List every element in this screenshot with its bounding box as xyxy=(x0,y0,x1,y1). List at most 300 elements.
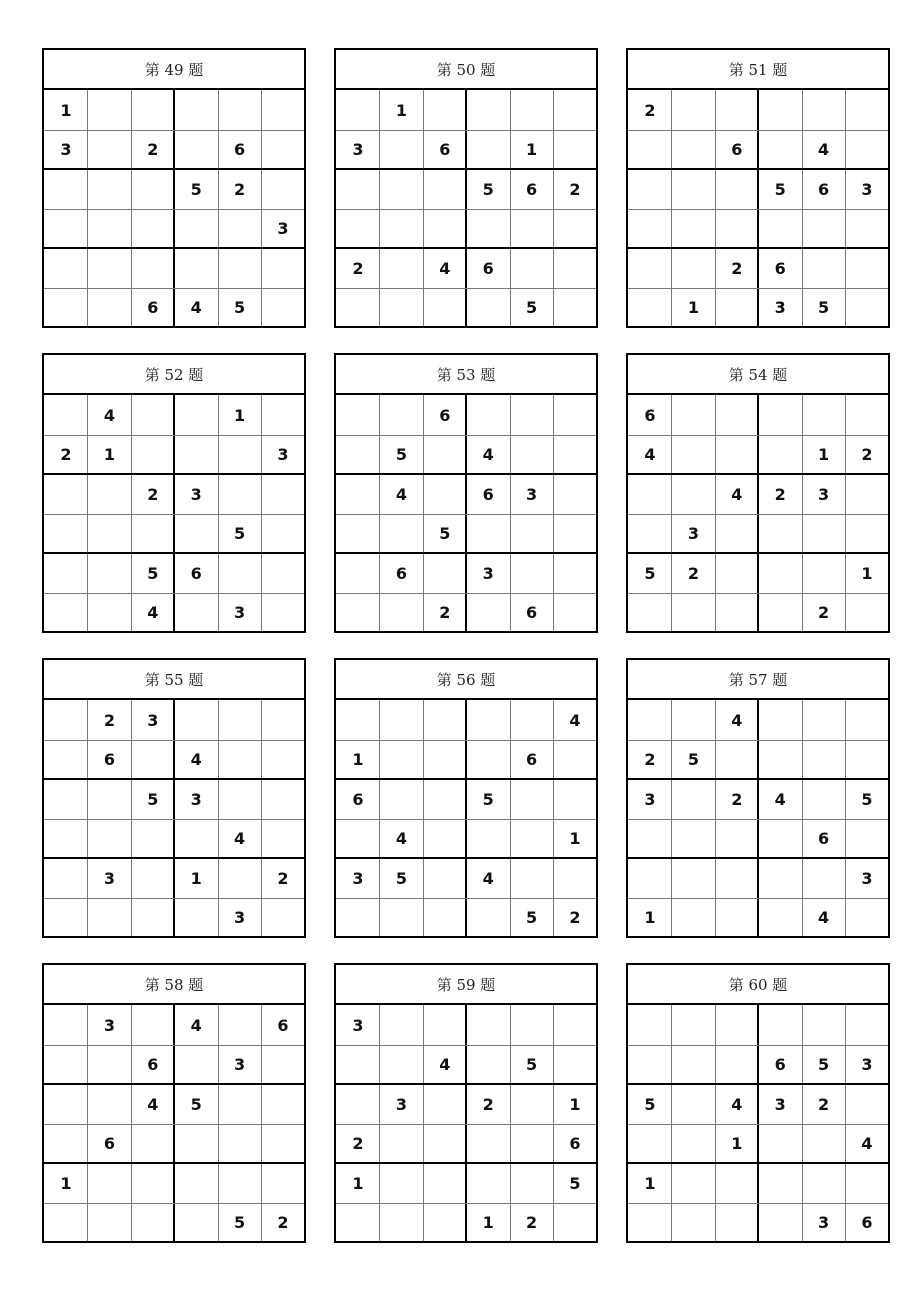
sudoku-cell[interactable] xyxy=(44,1045,88,1085)
sudoku-cell[interactable] xyxy=(261,593,305,633)
sudoku-cell[interactable] xyxy=(261,1163,305,1203)
sudoku-cell[interactable]: 4 xyxy=(395,829,407,848)
sudoku-cell[interactable]: 3 xyxy=(818,1213,830,1232)
sudoku-cell[interactable]: 3 xyxy=(861,179,873,199)
sudoku-cell[interactable]: 1 xyxy=(190,868,202,888)
sudoku-cell[interactable] xyxy=(44,1005,88,1045)
sudoku-cell[interactable] xyxy=(510,553,554,593)
sudoku-cell[interactable]: 3 xyxy=(352,140,364,159)
sudoku-cell[interactable]: 4 xyxy=(482,445,494,464)
sudoku-cell[interactable] xyxy=(845,1163,889,1203)
sudoku-cell[interactable]: 4 xyxy=(147,603,159,622)
sudoku-cell[interactable] xyxy=(671,90,715,130)
sudoku-cell[interactable] xyxy=(174,1045,218,1085)
sudoku-cell[interactable] xyxy=(466,1124,510,1164)
sudoku-cell[interactable] xyxy=(336,435,380,475)
sudoku-cell[interactable]: 6 xyxy=(526,603,538,622)
sudoku-cell[interactable]: 3 xyxy=(774,298,786,317)
sudoku-cell[interactable]: 6 xyxy=(147,298,159,317)
sudoku-cell[interactable] xyxy=(553,553,597,593)
sudoku-cell[interactable]: 3 xyxy=(352,1015,364,1035)
sudoku-cell[interactable] xyxy=(715,169,759,209)
sudoku-cell[interactable]: 2 xyxy=(482,1094,494,1114)
sudoku-cell[interactable] xyxy=(131,209,175,249)
sudoku-cell[interactable] xyxy=(379,1124,423,1164)
sudoku-cell[interactable] xyxy=(44,514,88,554)
sudoku-cell[interactable] xyxy=(715,1005,759,1045)
sudoku-cell[interactable] xyxy=(466,593,510,633)
sudoku-cell[interactable]: 5 xyxy=(190,1094,202,1114)
sudoku-cell[interactable] xyxy=(174,514,218,554)
sudoku-cell[interactable]: 1 xyxy=(395,100,407,120)
sudoku-cell[interactable] xyxy=(174,248,218,288)
sudoku-cell[interactable]: 6 xyxy=(395,563,407,583)
sudoku-cell[interactable]: 1 xyxy=(352,1173,364,1193)
sudoku-cell[interactable] xyxy=(466,90,510,130)
sudoku-cell[interactable] xyxy=(423,1005,467,1045)
sudoku-cell[interactable] xyxy=(671,435,715,475)
sudoku-cell[interactable] xyxy=(379,740,423,780)
sudoku-cell[interactable] xyxy=(87,898,131,938)
sudoku-cell[interactable] xyxy=(379,700,423,740)
sudoku-cell[interactable]: 2 xyxy=(277,1213,289,1232)
sudoku-cell[interactable] xyxy=(261,169,305,209)
sudoku-cell[interactable]: 4 xyxy=(569,710,581,730)
sudoku-cell[interactable]: 5 xyxy=(147,563,159,583)
sudoku-cell[interactable] xyxy=(715,209,759,249)
sudoku-cell[interactable]: 5 xyxy=(569,1173,581,1193)
sudoku-cell[interactable]: 5 xyxy=(774,179,786,199)
sudoku-cell[interactable] xyxy=(174,90,218,130)
sudoku-cell[interactable]: 3 xyxy=(644,789,656,809)
sudoku-cell[interactable] xyxy=(87,1163,131,1203)
sudoku-cell[interactable] xyxy=(628,288,672,328)
sudoku-cell[interactable] xyxy=(510,1084,554,1124)
sudoku-cell[interactable] xyxy=(379,169,423,209)
sudoku-cell[interactable] xyxy=(510,819,554,859)
sudoku-cell[interactable]: 6 xyxy=(774,258,786,278)
sudoku-cell[interactable] xyxy=(44,858,88,898)
sudoku-cell[interactable]: 2 xyxy=(644,100,656,120)
sudoku-cell[interactable] xyxy=(44,740,88,780)
sudoku-cell[interactable] xyxy=(44,1124,88,1164)
sudoku-cell[interactable] xyxy=(845,395,889,435)
sudoku-cell[interactable]: 1 xyxy=(352,750,364,769)
sudoku-cell[interactable]: 1 xyxy=(687,298,699,317)
sudoku-cell[interactable] xyxy=(715,593,759,633)
sudoku-cell[interactable] xyxy=(336,553,380,593)
sudoku-cell[interactable] xyxy=(510,858,554,898)
sudoku-cell[interactable] xyxy=(628,1203,672,1243)
sudoku-cell[interactable]: 3 xyxy=(234,908,246,927)
sudoku-cell[interactable] xyxy=(715,395,759,435)
sudoku-cell[interactable] xyxy=(758,819,802,859)
sudoku-cell[interactable] xyxy=(87,209,131,249)
sudoku-cell[interactable] xyxy=(510,90,554,130)
sudoku-cell[interactable] xyxy=(715,898,759,938)
sudoku-cell[interactable] xyxy=(174,898,218,938)
sudoku-cell[interactable] xyxy=(845,130,889,170)
sudoku-cell[interactable]: 4 xyxy=(395,484,407,504)
sudoku-cell[interactable]: 1 xyxy=(60,1173,72,1193)
sudoku-cell[interactable] xyxy=(466,1005,510,1045)
sudoku-cell[interactable]: 3 xyxy=(277,219,289,238)
sudoku-cell[interactable] xyxy=(628,130,672,170)
sudoku-cell[interactable] xyxy=(336,90,380,130)
sudoku-cell[interactable]: 6 xyxy=(644,405,656,425)
sudoku-cell[interactable] xyxy=(87,474,131,514)
sudoku-cell[interactable]: 2 xyxy=(774,484,786,504)
sudoku-cell[interactable] xyxy=(845,700,889,740)
sudoku-cell[interactable] xyxy=(510,248,554,288)
sudoku-cell[interactable] xyxy=(218,553,262,593)
sudoku-cell[interactable] xyxy=(336,1203,380,1243)
sudoku-cell[interactable] xyxy=(261,819,305,859)
sudoku-cell[interactable] xyxy=(758,740,802,780)
sudoku-cell[interactable] xyxy=(423,553,467,593)
sudoku-cell[interactable]: 1 xyxy=(569,1094,581,1114)
sudoku-cell[interactable]: 2 xyxy=(352,258,364,278)
sudoku-cell[interactable]: 5 xyxy=(526,298,538,317)
sudoku-cell[interactable] xyxy=(336,1045,380,1085)
sudoku-cell[interactable] xyxy=(758,514,802,554)
sudoku-cell[interactable] xyxy=(845,740,889,780)
sudoku-cell[interactable] xyxy=(671,209,715,249)
sudoku-cell[interactable]: 5 xyxy=(234,1213,246,1232)
sudoku-cell[interactable] xyxy=(802,248,846,288)
sudoku-cell[interactable] xyxy=(218,1005,262,1045)
sudoku-cell[interactable] xyxy=(671,169,715,209)
sudoku-cell[interactable] xyxy=(261,1124,305,1164)
sudoku-cell[interactable]: 2 xyxy=(439,603,451,622)
sudoku-cell[interactable] xyxy=(553,1203,597,1243)
sudoku-cell[interactable]: 3 xyxy=(526,484,538,504)
sudoku-cell[interactable]: 4 xyxy=(774,789,786,809)
sudoku-cell[interactable] xyxy=(553,474,597,514)
sudoku-cell[interactable]: 4 xyxy=(731,710,743,730)
sudoku-cell[interactable] xyxy=(553,90,597,130)
sudoku-cell[interactable] xyxy=(379,779,423,819)
sudoku-cell[interactable]: 6 xyxy=(439,405,451,425)
sudoku-cell[interactable] xyxy=(802,1124,846,1164)
sudoku-cell[interactable] xyxy=(758,90,802,130)
sudoku-cell[interactable]: 4 xyxy=(103,405,115,425)
sudoku-cell[interactable] xyxy=(758,130,802,170)
sudoku-cell[interactable] xyxy=(628,169,672,209)
sudoku-cell[interactable] xyxy=(261,514,305,554)
sudoku-cell[interactable] xyxy=(44,819,88,859)
sudoku-cell[interactable] xyxy=(336,700,380,740)
sudoku-cell[interactable] xyxy=(671,1203,715,1243)
sudoku-cell[interactable]: 6 xyxy=(352,789,364,809)
sudoku-cell[interactable]: 3 xyxy=(395,1094,407,1114)
sudoku-cell[interactable] xyxy=(802,395,846,435)
sudoku-cell[interactable]: 4 xyxy=(861,1134,873,1153)
sudoku-cell[interactable] xyxy=(466,819,510,859)
sudoku-cell[interactable] xyxy=(218,474,262,514)
sudoku-cell[interactable]: 6 xyxy=(234,140,246,159)
sudoku-cell[interactable] xyxy=(802,779,846,819)
sudoku-cell[interactable]: 6 xyxy=(774,1055,786,1074)
sudoku-cell[interactable] xyxy=(423,474,467,514)
sudoku-cell[interactable] xyxy=(671,898,715,938)
sudoku-cell[interactable]: 4 xyxy=(190,1015,202,1035)
sudoku-cell[interactable] xyxy=(218,1084,262,1124)
sudoku-cell[interactable] xyxy=(87,90,131,130)
sudoku-cell[interactable]: 3 xyxy=(103,1015,115,1035)
sudoku-cell[interactable] xyxy=(802,740,846,780)
sudoku-cell[interactable] xyxy=(671,1005,715,1045)
sudoku-cell[interactable] xyxy=(845,209,889,249)
sudoku-cell[interactable]: 2 xyxy=(277,868,289,888)
sudoku-cell[interactable] xyxy=(510,1005,554,1045)
sudoku-cell[interactable]: 6 xyxy=(526,750,538,769)
sudoku-cell[interactable]: 5 xyxy=(395,445,407,464)
sudoku-cell[interactable]: 5 xyxy=(818,298,830,317)
sudoku-cell[interactable] xyxy=(758,553,802,593)
sudoku-cell[interactable] xyxy=(87,1045,131,1085)
sudoku-cell[interactable] xyxy=(802,1005,846,1045)
sudoku-cell[interactable] xyxy=(802,90,846,130)
sudoku-cell[interactable] xyxy=(379,1045,423,1085)
sudoku-cell[interactable]: 6 xyxy=(103,1134,115,1153)
sudoku-cell[interactable] xyxy=(715,514,759,554)
sudoku-cell[interactable] xyxy=(553,435,597,475)
sudoku-cell[interactable] xyxy=(174,593,218,633)
sudoku-cell[interactable] xyxy=(715,740,759,780)
sudoku-cell[interactable]: 3 xyxy=(687,524,699,543)
sudoku-cell[interactable] xyxy=(466,209,510,249)
sudoku-cell[interactable]: 6 xyxy=(526,179,538,199)
sudoku-cell[interactable]: 3 xyxy=(774,1094,786,1114)
sudoku-cell[interactable] xyxy=(715,819,759,859)
sudoku-cell[interactable] xyxy=(628,514,672,554)
sudoku-cell[interactable] xyxy=(336,209,380,249)
sudoku-cell[interactable] xyxy=(44,248,88,288)
sudoku-cell[interactable] xyxy=(553,740,597,780)
sudoku-cell[interactable] xyxy=(261,130,305,170)
sudoku-cell[interactable]: 5 xyxy=(818,1055,830,1074)
sudoku-cell[interactable] xyxy=(466,514,510,554)
sudoku-cell[interactable] xyxy=(423,700,467,740)
sudoku-cell[interactable]: 4 xyxy=(234,829,246,848)
sudoku-cell[interactable]: 3 xyxy=(234,1055,246,1074)
sudoku-cell[interactable] xyxy=(261,553,305,593)
sudoku-cell[interactable] xyxy=(758,435,802,475)
sudoku-cell[interactable] xyxy=(510,1124,554,1164)
sudoku-cell[interactable] xyxy=(218,1163,262,1203)
sudoku-cell[interactable]: 2 xyxy=(103,710,115,730)
sudoku-cell[interactable]: 4 xyxy=(818,140,830,159)
sudoku-cell[interactable] xyxy=(671,779,715,819)
sudoku-cell[interactable] xyxy=(671,248,715,288)
sudoku-cell[interactable] xyxy=(510,514,554,554)
sudoku-cell[interactable] xyxy=(379,1163,423,1203)
sudoku-cell[interactable] xyxy=(174,130,218,170)
sudoku-cell[interactable] xyxy=(758,898,802,938)
sudoku-cell[interactable]: 4 xyxy=(482,868,494,888)
sudoku-cell[interactable]: 5 xyxy=(644,1094,656,1114)
sudoku-cell[interactable] xyxy=(628,858,672,898)
sudoku-cell[interactable]: 6 xyxy=(818,179,830,199)
sudoku-cell[interactable]: 3 xyxy=(277,445,289,464)
sudoku-cell[interactable] xyxy=(261,288,305,328)
sudoku-cell[interactable] xyxy=(131,898,175,938)
sudoku-cell[interactable] xyxy=(87,130,131,170)
sudoku-cell[interactable] xyxy=(131,435,175,475)
sudoku-cell[interactable] xyxy=(336,395,380,435)
sudoku-cell[interactable] xyxy=(628,593,672,633)
sudoku-cell[interactable] xyxy=(131,858,175,898)
sudoku-cell[interactable] xyxy=(423,1163,467,1203)
sudoku-cell[interactable] xyxy=(261,898,305,938)
sudoku-cell[interactable] xyxy=(553,1045,597,1085)
sudoku-cell[interactable]: 1 xyxy=(60,100,72,120)
sudoku-cell[interactable] xyxy=(87,248,131,288)
sudoku-cell[interactable] xyxy=(671,1124,715,1164)
sudoku-cell[interactable] xyxy=(261,700,305,740)
sudoku-cell[interactable]: 2 xyxy=(569,908,581,927)
sudoku-cell[interactable] xyxy=(423,209,467,249)
sudoku-cell[interactable]: 5 xyxy=(526,908,538,927)
sudoku-cell[interactable] xyxy=(131,819,175,859)
sudoku-cell[interactable] xyxy=(218,779,262,819)
sudoku-cell[interactable] xyxy=(131,1005,175,1045)
sudoku-cell[interactable]: 3 xyxy=(861,868,873,888)
sudoku-cell[interactable]: 4 xyxy=(190,750,202,769)
sudoku-cell[interactable] xyxy=(466,130,510,170)
sudoku-cell[interactable] xyxy=(44,209,88,249)
sudoku-cell[interactable] xyxy=(758,1163,802,1203)
sudoku-cell[interactable] xyxy=(671,1163,715,1203)
sudoku-cell[interactable] xyxy=(379,514,423,554)
sudoku-cell[interactable]: 2 xyxy=(352,1134,364,1153)
sudoku-cell[interactable] xyxy=(174,435,218,475)
sudoku-cell[interactable] xyxy=(553,1005,597,1045)
sudoku-cell[interactable]: 1 xyxy=(861,563,873,583)
sudoku-cell[interactable]: 6 xyxy=(861,1213,873,1232)
sudoku-cell[interactable] xyxy=(131,395,175,435)
sudoku-cell[interactable] xyxy=(802,553,846,593)
sudoku-cell[interactable] xyxy=(87,593,131,633)
sudoku-cell[interactable] xyxy=(510,435,554,475)
sudoku-cell[interactable] xyxy=(423,1124,467,1164)
sudoku-cell[interactable] xyxy=(87,779,131,819)
sudoku-cell[interactable] xyxy=(510,779,554,819)
sudoku-cell[interactable]: 5 xyxy=(482,179,494,199)
sudoku-cell[interactable] xyxy=(553,248,597,288)
sudoku-cell[interactable] xyxy=(44,1084,88,1124)
sudoku-cell[interactable] xyxy=(423,858,467,898)
sudoku-cell[interactable] xyxy=(336,169,380,209)
sudoku-cell[interactable] xyxy=(423,819,467,859)
sudoku-cell[interactable] xyxy=(758,209,802,249)
sudoku-cell[interactable]: 6 xyxy=(818,829,830,848)
sudoku-cell[interactable] xyxy=(218,248,262,288)
sudoku-cell[interactable]: 1 xyxy=(103,445,115,464)
sudoku-cell[interactable]: 2 xyxy=(687,563,699,583)
sudoku-cell[interactable] xyxy=(44,779,88,819)
sudoku-cell[interactable] xyxy=(671,395,715,435)
sudoku-cell[interactable] xyxy=(87,819,131,859)
sudoku-cell[interactable]: 4 xyxy=(644,445,656,464)
sudoku-cell[interactable] xyxy=(802,209,846,249)
sudoku-cell[interactable]: 4 xyxy=(439,258,451,278)
sudoku-cell[interactable] xyxy=(628,248,672,288)
sudoku-cell[interactable]: 2 xyxy=(818,603,830,622)
sudoku-cell[interactable] xyxy=(379,1203,423,1243)
sudoku-cell[interactable] xyxy=(44,169,88,209)
sudoku-cell[interactable] xyxy=(845,90,889,130)
sudoku-cell[interactable]: 3 xyxy=(818,484,830,504)
sudoku-cell[interactable] xyxy=(553,130,597,170)
sudoku-cell[interactable] xyxy=(174,700,218,740)
sudoku-cell[interactable] xyxy=(174,1163,218,1203)
sudoku-cell[interactable]: 5 xyxy=(147,789,159,809)
sudoku-cell[interactable] xyxy=(510,209,554,249)
sudoku-cell[interactable]: 5 xyxy=(644,563,656,583)
sudoku-cell[interactable] xyxy=(845,593,889,633)
sudoku-cell[interactable] xyxy=(379,1005,423,1045)
sudoku-cell[interactable] xyxy=(336,514,380,554)
sudoku-cell[interactable] xyxy=(261,1084,305,1124)
sudoku-cell[interactable] xyxy=(336,1084,380,1124)
sudoku-cell[interactable] xyxy=(218,700,262,740)
sudoku-cell[interactable]: 6 xyxy=(103,750,115,769)
sudoku-cell[interactable] xyxy=(218,90,262,130)
sudoku-cell[interactable]: 2 xyxy=(147,140,159,159)
sudoku-cell[interactable] xyxy=(715,553,759,593)
sudoku-cell[interactable] xyxy=(671,474,715,514)
sudoku-cell[interactable] xyxy=(758,1005,802,1045)
sudoku-cell[interactable]: 2 xyxy=(731,789,743,809)
sudoku-cell[interactable]: 1 xyxy=(482,1213,494,1232)
sudoku-cell[interactable]: 1 xyxy=(234,405,246,425)
sudoku-cell[interactable] xyxy=(715,1203,759,1243)
sudoku-cell[interactable] xyxy=(87,553,131,593)
sudoku-cell[interactable] xyxy=(553,514,597,554)
sudoku-cell[interactable] xyxy=(758,593,802,633)
sudoku-cell[interactable]: 4 xyxy=(731,484,743,504)
sudoku-cell[interactable] xyxy=(553,779,597,819)
sudoku-cell[interactable] xyxy=(671,858,715,898)
sudoku-cell[interactable] xyxy=(174,1124,218,1164)
sudoku-cell[interactable] xyxy=(510,395,554,435)
sudoku-cell[interactable] xyxy=(845,474,889,514)
sudoku-cell[interactable] xyxy=(466,700,510,740)
sudoku-cell[interactable]: 5 xyxy=(861,789,873,809)
sudoku-cell[interactable] xyxy=(218,740,262,780)
sudoku-cell[interactable]: 6 xyxy=(277,1015,289,1035)
sudoku-cell[interactable] xyxy=(628,1005,672,1045)
sudoku-cell[interactable] xyxy=(671,593,715,633)
sudoku-cell[interactable] xyxy=(715,435,759,475)
sudoku-cell[interactable] xyxy=(553,209,597,249)
sudoku-cell[interactable] xyxy=(466,1045,510,1085)
sudoku-cell[interactable] xyxy=(131,740,175,780)
sudoku-cell[interactable] xyxy=(845,1005,889,1045)
sudoku-cell[interactable]: 3 xyxy=(234,603,246,622)
sudoku-cell[interactable] xyxy=(261,1045,305,1085)
sudoku-cell[interactable]: 4 xyxy=(147,1094,159,1114)
sudoku-cell[interactable] xyxy=(174,395,218,435)
sudoku-cell[interactable] xyxy=(553,593,597,633)
sudoku-cell[interactable] xyxy=(44,700,88,740)
sudoku-cell[interactable] xyxy=(44,553,88,593)
sudoku-cell[interactable] xyxy=(218,858,262,898)
sudoku-cell[interactable] xyxy=(802,1163,846,1203)
sudoku-cell[interactable] xyxy=(802,700,846,740)
